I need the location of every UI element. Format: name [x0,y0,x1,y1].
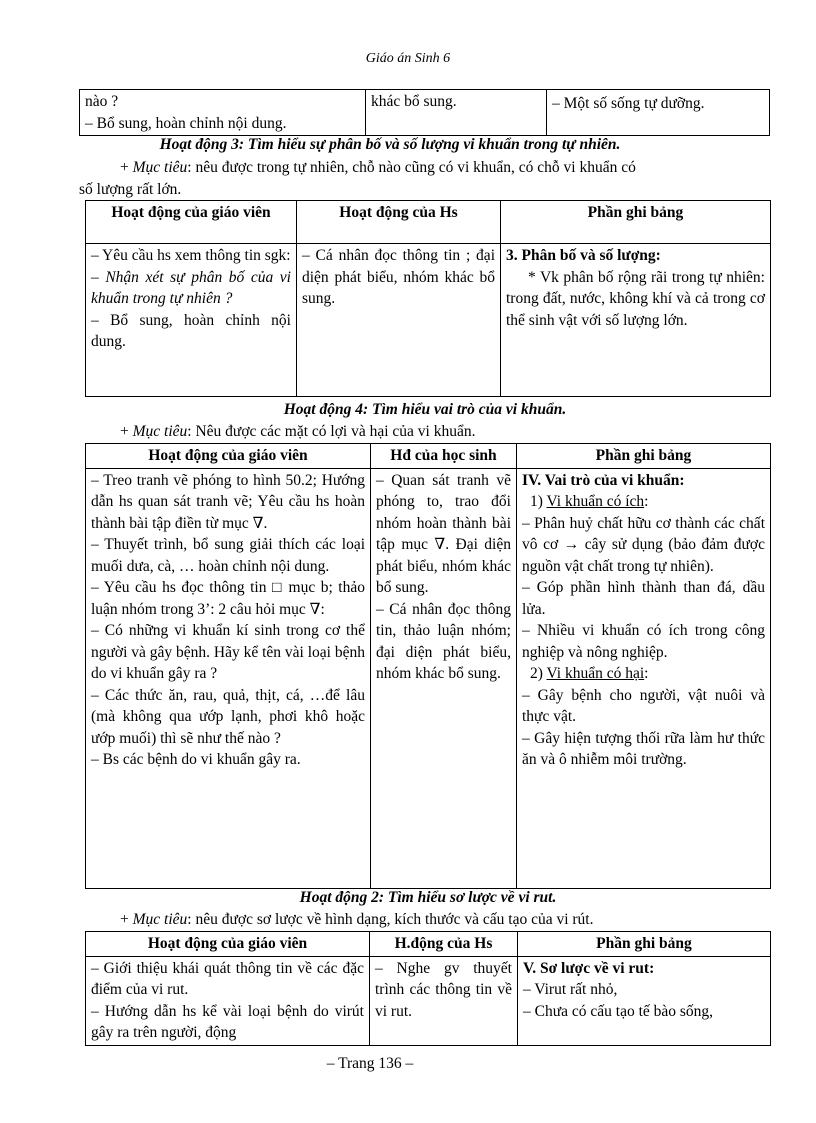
goal-text: : nêu được trong tự nhiên, chỗ nào cũng có vi khuẩn, có chỗ vi khuẩn có [187,159,636,176]
text-line: – Các thức ăn, rau, quả, thịt, cá, …để lâu (mà không qua ướp lạnh, phơi khô hoặc ướp muối) thì sẽ như thế nào ? [91,686,365,747]
goal-text: : nêu được sơ lược về hình dạng, kích thước và cấu tạo của vi rút. [187,911,594,928]
text-line: – Gây bệnh cho người, vật nuôi và thực vật. [522,686,765,725]
text-line: – Quan sát tranh vẽ phóng to, trao đổi nhóm hoàn thành bài tập mục ∇. Đại diện phát biểu, nhóm khác bổ sung. [376,471,511,596]
page-header: Giáo án Sinh 6 [365,51,451,66]
text-line: – Bs các bệnh do vi khuẩn gây ra. [91,751,301,768]
text-line: – Bổ sung, hoàn chỉnh nội dung. [85,114,287,132]
col-header: Hoạt động của Hs [297,201,501,244]
goal-prefix: + [120,159,133,176]
text-line: – Cá nhân đọc thông tin, thảo luận nhóm; đại diện phát biểu, nhóm khác bổ sung. [376,600,511,682]
hd3-goal-cont: số lượng rất lớn. [79,181,182,198]
text-line: – Thuyết trình, bổ sung giải thích các loại muối dưa, cà, … hoàn chỉnh nội dung. [91,536,365,575]
continuation-table [79,89,770,136]
text-line: – Yêu cầu hs đọc thông tin □ mục b; thảo luận nhóm trong 3’: 2 câu hỏi mục ∇: [91,579,365,618]
gv-cell [86,468,371,888]
hs-cell: khác bổ sung. [366,90,547,136]
col-header: Phần ghi bảng [518,932,771,957]
sub-end: : [644,665,649,682]
gb-cell [517,468,771,888]
hd3-table [85,200,771,397]
text-line: – Nhận xét sự phân bố của vi khuẩn trong tự nhiên ? [91,268,291,307]
text-line: nào ? [85,93,119,110]
text-line: – Giới thiệu khái quát thông tin về các đặc điểm của vi rut. [91,959,364,998]
section-title: V. Sơ lược về vi rut: [523,959,655,977]
col-header: Hđ của học sinh [371,444,517,469]
goal-text: : Nêu được các mặt có lợi và hại của vi khuẩn. [187,423,476,440]
section-title: IV. Vai trò của vi khuẩn: [522,471,685,489]
hd3-title: Hoạt động 3: Tìm hiểu sự phân bố và số lượng vi khuẩn trong tự nhiên. [159,136,621,153]
hd2-goal [120,909,780,931]
hd4-goal [120,421,780,443]
col-header: Phần ghi bảng [501,201,771,244]
text-line: – Yêu cầu hs xem thông tin sgk: [91,247,291,264]
hd4-table [85,443,771,889]
text-line: * Vk phân bố rộng rãi trong tự nhiên: trong đất, nước, không khí và cả trong cơ thể sinh vật với số lượng lớn. [506,268,765,329]
text-line: – Nhiều vi khuẩn có ích trong công nghiệp và nông nghiệp. [522,622,765,661]
hs-cell: – Nghe gv thuyết trình các thông tin về vi rut. [370,956,518,1045]
sub-number: 1) [530,493,547,510]
hd4-title: Hoạt động 4: Tìm hiểu vai trò của vi khuẩn. [283,401,567,418]
text-line: – Phân huỷ chất hữu cơ thành các chất vô cơ → cây sử dụng (bảo đảm được nguồn vật chất trong tự nhiên). [522,514,765,575]
goal-prefix: + [120,911,133,928]
text-line: – Chưa có cấu tạo tế bào sống, [523,1002,714,1020]
gb-cell: – Một số sống tự dưỡng. [547,90,770,136]
col-header: H.động của Hs [370,932,518,957]
goal-label: Mục tiêu [132,423,188,440]
section-title: 3. Phân bố và số lượng: [506,247,661,264]
hd3-goal [120,157,780,179]
col-header: Hoạt động của giáo viên [86,444,371,469]
text-line: – Có những vi khuẩn kí sinh trong cơ thể người và gây bệnh. Hãy kể tên vài loại bệnh do vi khuẩn gây ra ? [91,622,365,682]
subsection [522,663,765,685]
text-line: – Virut rất nhỏ, [523,981,618,998]
subsection [522,491,765,513]
hs-cell [371,468,517,888]
sub-title: Vi khuẩn có ích [546,493,645,510]
hd2-title: Hoạt động 2: Tìm hiểu sơ lược về vi rut. [299,889,557,906]
sub-end: : [644,493,649,510]
text-line: – Góp phần hình thành than đá, dầu lửa. [522,579,765,618]
text-line: – Treo tranh vẽ phóng to hình 50.2; Hướng dẫn hs quan sát tranh vẽ; Yêu cầu hs hoàn thành bài tập điền từ mục ∇. [91,471,365,532]
text-line: – Gây hiện tượng thối rữa làm hư thức ăn và ô nhiễm môi trường. [522,729,765,768]
goal-label: Mục tiêu [132,159,188,176]
goal-label: Mục tiêu [132,911,188,928]
gv-cell [86,244,297,397]
text-line: – Bổ sung, hoàn chỉnh nội dung. [91,311,291,350]
col-header: Hoạt động của giáo viên [86,932,370,957]
goal-prefix: + [120,423,133,440]
sub-title: Vi khuẩn có hại [546,665,645,682]
sub-number: 2) [530,665,547,682]
gv-cell [80,90,366,136]
hs-cell: – Cá nhân đọc thông tin ; đại diện phát biểu, nhóm khác bổ sung. [297,244,501,397]
gv-cell [86,956,370,1045]
col-header: Hoạt động của giáo viên [86,201,297,244]
page-footer: – Trang 136 – [326,1055,414,1072]
gb-cell [518,956,771,1045]
gb-cell [501,244,771,397]
hd2-table [85,931,771,1046]
text-line: – Hướng dẫn hs kể vài loại bệnh do virút gây ra trên người, động [91,1002,364,1041]
col-header: Phần ghi bảng [517,444,771,469]
